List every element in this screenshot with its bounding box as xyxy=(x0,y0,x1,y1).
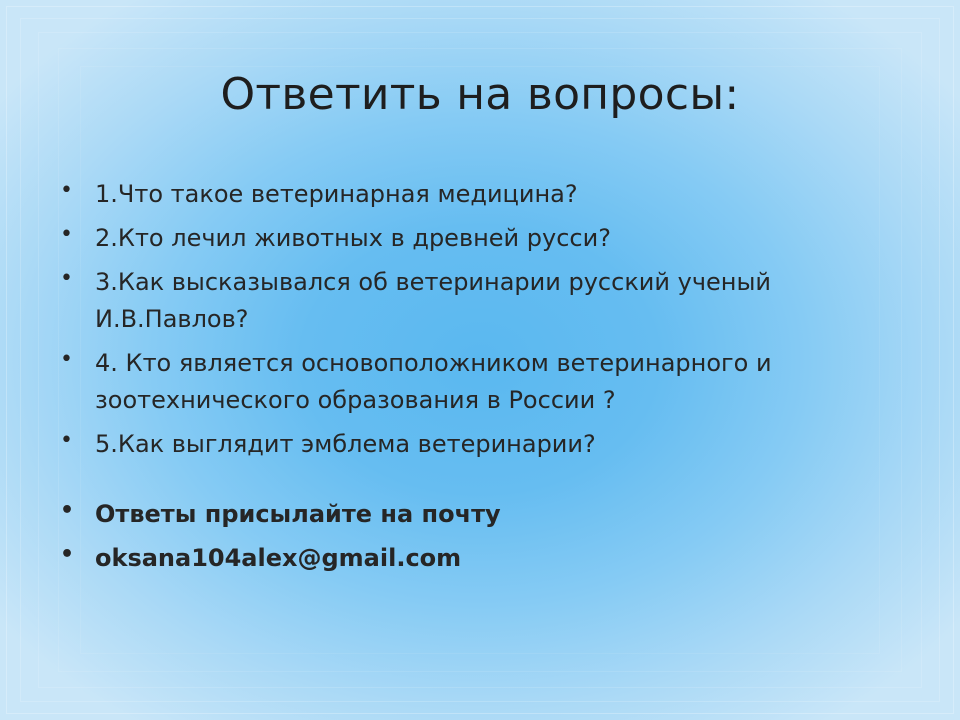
bullet-text: Ответы присылайте на почту xyxy=(95,500,501,528)
bullet-list xyxy=(60,176,860,584)
email-address: oksana104alex@gmail.com xyxy=(95,544,462,572)
bullet-icon: • xyxy=(60,178,73,203)
slide-title: Ответить на вопросы: xyxy=(220,69,740,120)
bullet-icon: • xyxy=(60,498,75,523)
bullet-email xyxy=(60,540,860,577)
bullet-icon: • xyxy=(60,266,73,291)
bullet-answers-instruction xyxy=(60,496,860,533)
bullet-question-5 xyxy=(60,426,860,463)
bullet-text: 4. Кто является основоположником ветеринарного и зоотехнического образования в России ? xyxy=(95,349,772,414)
bullet-icon: • xyxy=(60,222,73,247)
bullet-question-1 xyxy=(60,176,860,213)
bullet-text: 5.Как выглядит эмблема ветеринарии? xyxy=(95,430,596,458)
bullet-icon: • xyxy=(60,347,73,372)
bullet-text: 2.Кто лечил животных в древней русси? xyxy=(95,224,611,252)
bullet-question-3 xyxy=(60,264,860,338)
bullet-question-2 xyxy=(60,220,860,257)
bullet-icon: • xyxy=(60,542,75,567)
bullet-text: 3.Как высказывался об ветеринарии русский ученый И.В.Павлов? xyxy=(95,268,772,333)
bullet-icon: • xyxy=(60,428,73,453)
bullet-text: 1.Что такое ветеринарная медицина? xyxy=(95,180,578,208)
bullet-question-4 xyxy=(60,345,860,419)
